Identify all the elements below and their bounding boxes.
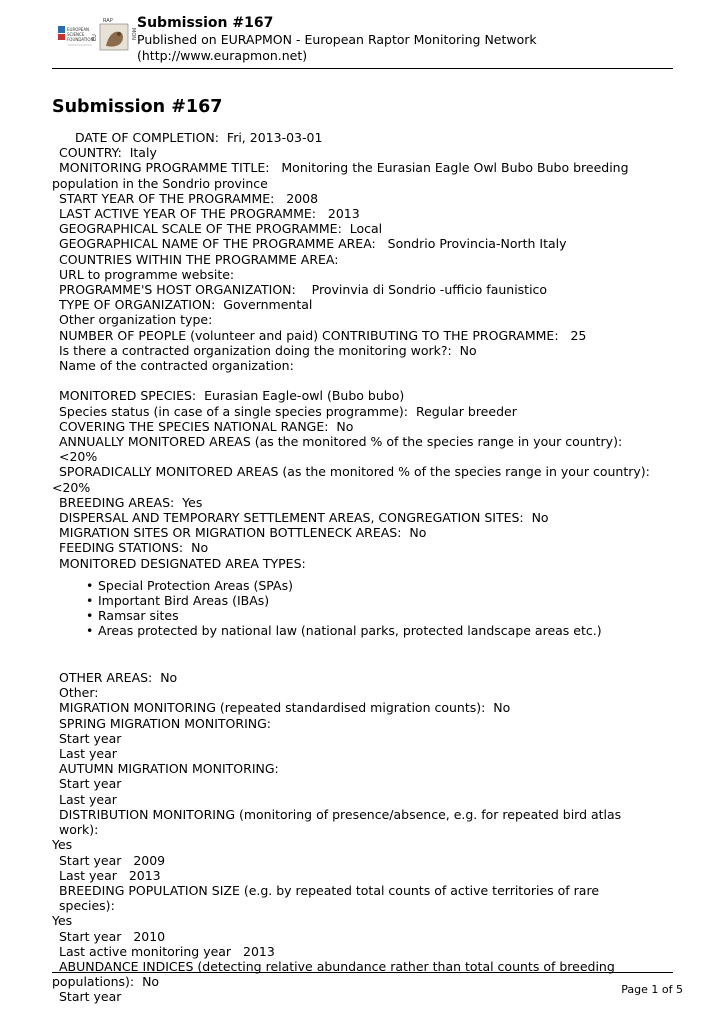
list-item-label: Important Bird Areas (IBAs) (98, 593, 270, 609)
field-line: Start year (59, 989, 122, 1005)
field-line: Start year (59, 776, 122, 792)
svg-text:EU: EU (92, 34, 98, 41)
svg-text:MON: MON (130, 28, 136, 40)
field-line: COUNTRY: Italy (59, 145, 157, 161)
list-item (86, 593, 652, 609)
field-line: Name of the contracted organization: (59, 358, 294, 374)
field-line: GEOGRAPHICAL NAME OF THE PROGRAMME AREA: Sondrio Provincia-North Italy (59, 236, 567, 252)
field-line: Other: (59, 685, 99, 701)
field-line: COUNTRIES WITHIN THE PROGRAMME AREA: (59, 251, 339, 267)
field-line: Start year (59, 730, 122, 746)
field-line: Last year (59, 791, 117, 807)
header-url[interactable]: (http://www.eurapmon.net) (137, 48, 308, 63)
area-types-list (52, 578, 652, 639)
field-line: population in the Sondrio province (52, 175, 268, 191)
bullet-icon: • (86, 593, 94, 609)
submission-content (52, 130, 652, 1005)
field-line: Last year 2013 (59, 867, 161, 883)
field-line: Other organization type: (59, 312, 213, 328)
list-item (86, 577, 652, 593)
field-line: MONITORED SPECIES: Eurasian Eagle-owl (Bubo bubo) (59, 388, 405, 404)
field-line: COVERING THE SPECIES NATIONAL RANGE: No (59, 418, 354, 434)
field-line: OTHER AREAS: No (59, 670, 178, 686)
field-line: populations): No (52, 974, 160, 990)
field-line: PROGRAMME'S HOST ORGANIZATION: Provinvia di Sondrio -ufficio faunistico (59, 282, 548, 298)
bullet-icon: • (86, 577, 94, 593)
page-header (52, 14, 673, 69)
list-item-label: Special Protection Areas (SPAs) (98, 577, 293, 593)
list-item (86, 608, 652, 624)
field-line: MONITORING PROGRAMME TITLE: Monitoring the Eurasian Eagle Owl Bubo Bubo breeding (59, 160, 629, 176)
field-line: TYPE OF ORGANIZATION: Governmental (59, 297, 313, 313)
field-line: BREEDING AREAS: Yes (59, 494, 203, 510)
svg-text:SCIENCE: SCIENCE (67, 32, 85, 37)
field-line: DISPERSAL AND TEMPORARY SETTLEMENT AREAS, CONGREGATION SITES: No (59, 510, 549, 526)
field-line: ABUNDANCE INDICES (detecting relative abundance rather than total counts of breeding (59, 958, 615, 974)
field-line: Last active monitoring year 2013 (59, 943, 275, 959)
field-line: <20% (52, 479, 91, 495)
field-line: MIGRATION MONITORING (repeated standardised migration counts): No (59, 700, 511, 716)
field-line: ANNUALLY MONITORED AREAS (as the monitored % of the species range in your country): <20% (59, 434, 631, 465)
field-line: MIGRATION SITES OR MIGRATION BOTTLENECK AREAS: No (59, 525, 427, 541)
field-line: Yes (52, 913, 73, 929)
svg-text:EUROPEAN: EUROPEAN (67, 27, 90, 32)
field-line: URL to programme website: (59, 266, 235, 282)
list-item (86, 623, 652, 639)
field-line: DISTRIBUTION MONITORING (monitoring of presence/absence, e.g. for repeated bird atlas work): (59, 806, 626, 838)
field-line: Last year (59, 746, 117, 762)
field-line: NUMBER OF PEOPLE (volunteer and paid) CONTRIBUTING TO THE PROGRAMME: 25 (59, 327, 587, 343)
footer-divider (52, 972, 673, 973)
field-line: FEEDING STATIONS: No (59, 540, 209, 556)
list-item-label: Areas protected by national law (national parks, protected landscape areas etc.) (98, 623, 602, 639)
field-line: AUTUMN MIGRATION MONITORING: (59, 761, 279, 777)
field-line: MONITORED DESIGNATED AREA TYPES: (59, 555, 306, 571)
header-text (137, 14, 537, 64)
field-line: Start year 2010 (59, 928, 166, 944)
field-line: BREEDING POPULATION SIZE (e.g. by repeated total counts of active territories of rare species): (59, 882, 603, 914)
blank-line (52, 639, 652, 654)
field-line: Start year 2009 (59, 852, 166, 868)
page-number: Page 1 of 5 (621, 983, 683, 996)
field-line: GEOGRAPHICAL SCALE OF THE PROGRAMME: Local (59, 221, 383, 237)
bullet-icon: • (86, 608, 94, 624)
field-line: DATE OF COMPLETION: Fri, 2013-03-01 (75, 130, 323, 145)
bullet-icon: • (86, 623, 94, 639)
list-item-label: Ramsar sites (98, 608, 179, 624)
field-line: SPRING MIGRATION MONITORING: (59, 715, 272, 731)
blank-line (52, 373, 652, 388)
field-line: Species status (in case of a single species programme): Regular breeder (59, 403, 517, 419)
header-title: Submission #167 (137, 15, 274, 31)
field-line: Is there a contracted organization doing the monitoring work?: No (59, 342, 477, 358)
document-title: Submission #167 (52, 97, 223, 117)
field-line: Yes (52, 837, 73, 853)
field-line: LAST ACTIVE YEAR OF THE PROGRAMME: 2013 (59, 206, 360, 222)
eurapmon-logo (56, 16, 136, 54)
field-line: START YEAR OF THE PROGRAMME: 2008 (59, 190, 319, 206)
svg-text:FOUNDATION: FOUNDATION (67, 37, 94, 42)
field-line: SPORADICALLY MONITORED AREAS (as the monitored % of the species range in your country): (59, 464, 650, 480)
svg-text:RAP: RAP (103, 18, 113, 24)
header-published-line: Published on EURAPMON - European Raptor Monitoring Network (137, 32, 537, 47)
blank-line (52, 654, 652, 669)
